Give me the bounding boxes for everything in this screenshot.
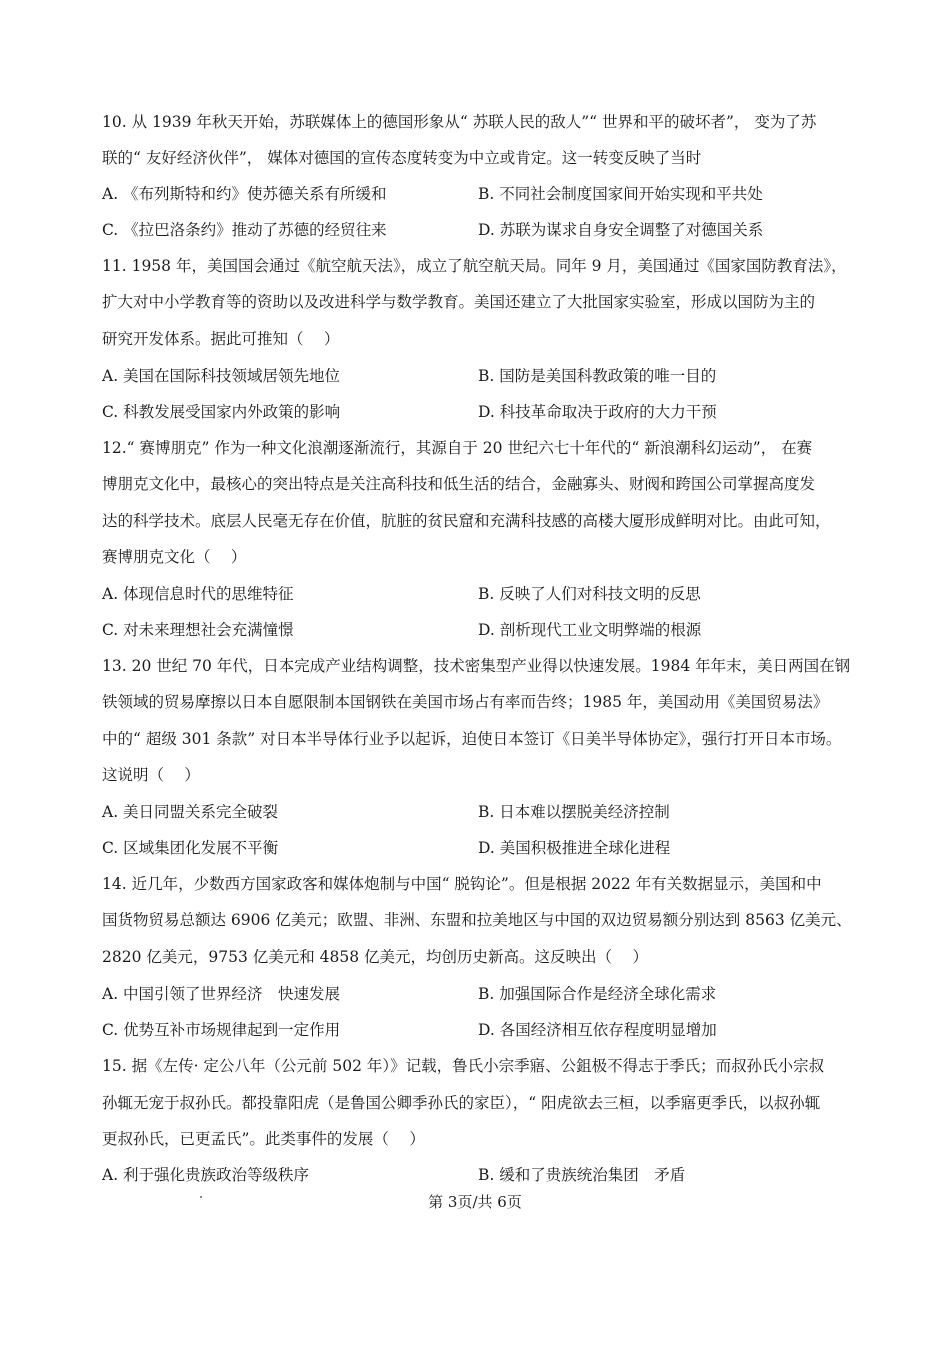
question-14-line-1: 14. 近几年，少数西方国家政客和媒体炮制与中国“ 脱钩论”。但是根据 2022 年有关数据显示，美国和中 xyxy=(102,875,822,893)
question-10-option-a: A. 《布列斯特和约》使苏德关系有所缓和 xyxy=(102,185,387,203)
question-15-line-1: 15. 据《左传· 定公八年（公元前 502 年）》记载，鲁氏小宗季寤、公鉏极不得志于季氏；而叔孙氏小宗叔 xyxy=(102,1057,825,1075)
question-12-line-3: 达的科学技术。底层人民毫无存在价值，肮脏的贫民窟和充满科技感的高楼大厦形成鲜明对比。由此可知， xyxy=(102,512,831,530)
question-13-option-c: C. 区域集团化发展不平衡 xyxy=(102,839,279,857)
question-15-line-3: 更叔孙氏，已更孟氏”。此类事件的发展（ ） xyxy=(102,1130,425,1148)
question-11-line-3: 研究开发体系。据此可推知（ ） xyxy=(102,330,340,348)
question-10-option-d: D. 苏联为谋求自身安全调整了对德国关系 xyxy=(478,221,764,239)
question-14-line-2: 国货物贸易总额达 6906 亿美元；欧盟、非洲、东盟和拉美地区与中国的双边贸易额分别达到 8563 亿美元、 xyxy=(102,911,852,929)
question-14-option-b: B. 加强国际合作是经济全球化需求 xyxy=(478,985,717,1003)
question-13-line-3: 中的“ 超级 301 条款” 对日本半导体行业予以起诉，迫使日本签订《日美半导体协定》，强行打开日本市场。 xyxy=(102,730,842,748)
page-number-footer: 第 3页/共 6页 xyxy=(428,1193,522,1211)
question-12-option-a: A. 体现信息时代的思维特征 xyxy=(102,585,294,603)
question-12-option-b: B. 反映了人们对科技文明的反思 xyxy=(478,585,701,603)
question-11-line-1: 11. 1958 年，美国国会通过《航空航天法》，成立了航空航天局。同年 9 月，美国通过《国家国防教育法》， xyxy=(102,257,847,275)
question-11-line-2: 扩大对中小学教育等的资助以及改进科学与数学教育。美国还建立了大批国家实验室，形成以国防为主的 xyxy=(102,293,816,311)
question-10-option-c: C. 《拉巴洛条约》推动了苏德的经贸往来 xyxy=(102,221,387,239)
question-14-option-d: D. 各国经济相互依存程度明显增加 xyxy=(478,1021,717,1039)
question-10-line-1: 10. 从 1939 年秋天开始，苏联媒体上的德国形象从“ 苏联人民的敌人”“ 世界和平的破坏者”， 变为了苏 xyxy=(102,113,817,131)
question-15-option-a: A. 利于强化贵族政治等级秩序 xyxy=(102,1166,310,1184)
question-13-line-1: 13. 20 世纪 70 年代，日本完成产业结构调整，技术密集型产业得以快速发展。1984 年年末，美日两国在钢 xyxy=(102,657,851,675)
question-14-option-a: A. 中国引领了世界经济 快速发展 xyxy=(102,985,341,1003)
question-13-option-a: A. 美日同盟关系完全破裂 xyxy=(102,803,279,821)
question-13-line-4: 这说明（ ） xyxy=(102,766,200,784)
question-10-option-b: B. 不同社会制度国家间开始实现和平共处 xyxy=(478,185,763,203)
question-11-option-c: C. 科教发展受国家内外政策的影响 xyxy=(102,403,341,421)
question-11-option-b: B. 国防是美国科教政策的唯一目的 xyxy=(478,367,717,385)
question-12-option-c: C. 对未来理想社会充满憧憬 xyxy=(102,621,294,639)
question-15-option-b: B. 缓和了贵族统治集团 矛盾 xyxy=(478,1166,686,1184)
question-12-line-1: 12.“ 赛博朋克” 作为一种文化浪潮逐渐流行，其源自于 20 世纪六七十年代的“ 新浪潮科幻运动”， 在赛 xyxy=(102,439,813,457)
question-12-line-4: 赛博朋克文化（ ） xyxy=(102,548,247,566)
question-11-option-d: D. 科技革命取决于政府的大力干预 xyxy=(478,403,717,421)
question-14-option-c: C. 优势互补市场规律起到一定作用 xyxy=(102,1021,341,1039)
question-13-option-b: B. 日本难以摆脱美经济控制 xyxy=(478,803,670,821)
stray-dot-mark xyxy=(200,1196,202,1198)
question-12-option-d: D. 剖析现代工业文明弊端的根源 xyxy=(478,621,702,639)
question-15-line-2: 孙辄无宠于叔孙氏。都投靠阳虎（是鲁国公卿季孙氏的家臣），“ 阳虎欲去三桓，以季寤更季氏，以叔孙辄 xyxy=(102,1094,821,1112)
question-10-line-2: 联的“ 友好经济伙伴”， 媒体对德国的宣传态度转变为中立或肯定。这一转变反映了当时 xyxy=(102,149,702,167)
question-13-option-d: D. 美国积极推进全球化进程 xyxy=(478,839,671,857)
question-13-line-2: 铁领域的贸易摩擦以日本自愿限制本国钢铁在美国市场占有率而告终；1985 年，美国动用《美国贸易法》 xyxy=(102,693,829,711)
question-14-line-3: 2820 亿美元，9753 亿美元和 4858 亿美元，均创历史新高。这反映出（ ） xyxy=(102,948,648,966)
question-11-option-a: A. 美国在国际科技领域居领先地位 xyxy=(102,367,341,385)
question-12-line-2: 博朋克文化中，最核心的突出特点是关注高科技和低生活的结合，金融寡头、财阀和跨国公司掌握高度发 xyxy=(102,475,816,493)
